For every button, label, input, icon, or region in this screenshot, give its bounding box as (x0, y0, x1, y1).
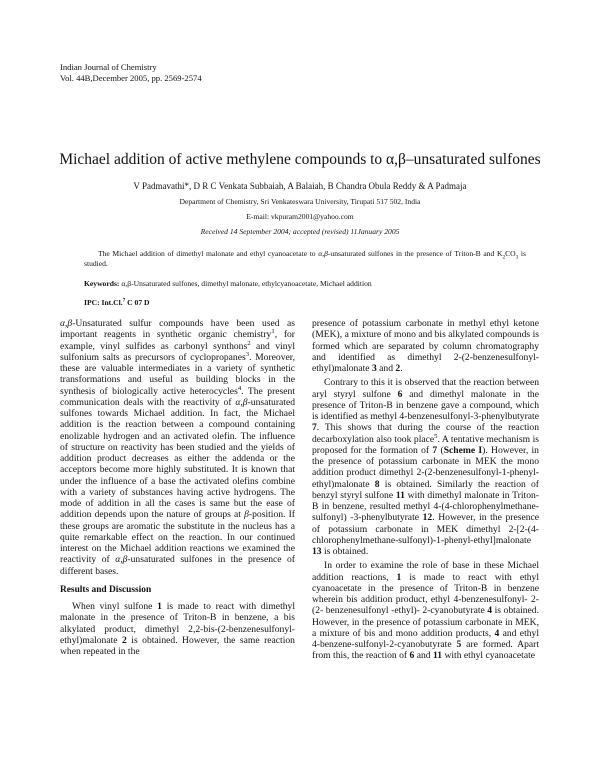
journal-name: Indian Journal of Chemistry (60, 62, 157, 72)
keywords (84, 279, 526, 288)
results-paragraph-2: Contrary to this it is observed that the reaction between aryl styryl sulfone 6 and dimethyl malonate in the presence of Triton-B in benzene gave a compound, which is identified as methyl 4-benzenesulfonyl-3-phenylbutyrate 7. This shows that during the course of the reaction decarboxylation also took place$^5$. A tentative mechanism is proposed for the formation of 7 (Scheme I). However, in the presence of potassium carbonate in MEK the mono addition product dimethyl 2-(2-benzenesulfonyl-1-phenyl-ethyl)malonate 8 is obtained. Similarly the reaction of benzyl styryl sulfone 11 with dimethyl malonate in Triton-B in benzene, resulted methyl 4-(4-chlorophenylmethane-sulfonyl) -3-phenylbutyrate 12. However, in the presence of potassium carbonate in MEK dimethyl 2-[2-(4-chlorophenylmethane-sulfonyl)-1-phenyl-ethyl]malonate 13 is obtained. (312, 377, 540, 557)
section-heading: Results and Discussion (60, 584, 152, 595)
keywords-text: α,β-Unsaturated sulfones, dimethyl malonate, ethylcyanoacetate, Michael addition (121, 279, 372, 288)
abstract: The Michael addition of dimethyl malonate and ethyl cyanoacetate to α,β-unsaturated sulfones in the presence of Triton-B and $K_2CO_3$ is studied. (84, 249, 527, 269)
left-column (60, 318, 295, 657)
email-address[interactable]: vkpuram2001@yahoo.com (270, 212, 354, 221)
email-line (0, 212, 600, 221)
right-column (312, 318, 539, 662)
paper-title: Michael addition of active methylene compounds to α,β–unsaturated sulfones (59, 151, 541, 168)
author-list: V Padmavathi*, D R C Venkata Subbaiah, A Balaiah, B Chandra Obula Reddy & A Padmaja (133, 181, 467, 191)
email-label: E-mail: (246, 212, 271, 221)
journal-volume: Vol. 44B,December 2005, pp. 2569-2574 (60, 72, 202, 83)
results-paragraph-1: When vinyl sulfone 1 is made to react with dimethyl malonate in the presence of Triton-B in benzene, a bis alkylated product, dimethyl 2,2-bis-(2-benzenesulfonyl-ethyl)malonate 2 is obtained. However, the same reaction when repeated in the (60, 601, 295, 657)
intro-paragraph: α,β-Unsaturated sulfur compounds have been used as important reagents in synthetic organic chemistry$^1$, for example, vinyl sulfides as carbonyl synthons$^2$ and vinyl sulfonium salts as precursors of cyclopropanes$^3$. Moreover, these are valuable intermediates in a variety of synthetic transformations and useful as building blocks in the synthesis of biologically active heterocycles$^4$. The present communication deals with the reactivity of α,β-unsaturated sulfones towards Michael addition. In fact, the Michael addition is the reaction between a compound containing enolizable hydrogen and an activated olefin. The influence of structure on reactivity has been studied and the yields of addition product decreases as either the addenda or the acceptors become more highly substituted. It is known that under the influence of a base the activated olefins combine with a variety of substances having active hydrogens. The mode of addition in all the cases is same but the ease of addition depends upon the nature of groups at β-position. If these groups are aromatic the substitute in the nucleus has a quite remarkable effect on the reaction. In our continued interest on the Michael addition reactions we examined the reactivity of α,β-unsaturated sulfones in the presence of different bases. (60, 318, 295, 577)
affiliation: Department of Chemistry, Sri Venkateswara University, Tirupati 517 502, India (179, 197, 421, 206)
ipc-classification: IPC: Int.Cl.$^7$ C 07 D (84, 297, 150, 307)
journal-header (60, 62, 202, 83)
keywords-label: Keywords: (84, 279, 122, 288)
results-paragraph-1-continued: presence of potassium carbonate in methyl ethyl ketone (MEK), a mixture of mono and bis alkylated compounds is formed which are separated by column chromatography and identified as dimethyl 2-(2-benzenesulfonyl-ethyl)malonate 3 and 2. (312, 318, 539, 374)
results-paragraph-3: In order to examine the role of base in these Michael addition reactions, 1 is made to react with ethyl cyanoacetate in the presence of Triton-B in benzene wherein bis addition product, ethyl 4-benzenesulfonyl- 2- (2- benzenesulfonyl -ethyl)- 2-cyanobutyrate 4 is obtained. However, in the presence of potassium carbonate in MEK, a mixture of bis and mono addition products, 4 and ethyl 4-benzene-sulfonyl-2-cyanobutyrate 5 are formed. Apart from this, the reaction of 6 and 11 with ethyl cyanoacetate (312, 560, 540, 662)
received-dates: Received 14 September 2004; accepted (revised) 11January 2005 (200, 227, 400, 236)
